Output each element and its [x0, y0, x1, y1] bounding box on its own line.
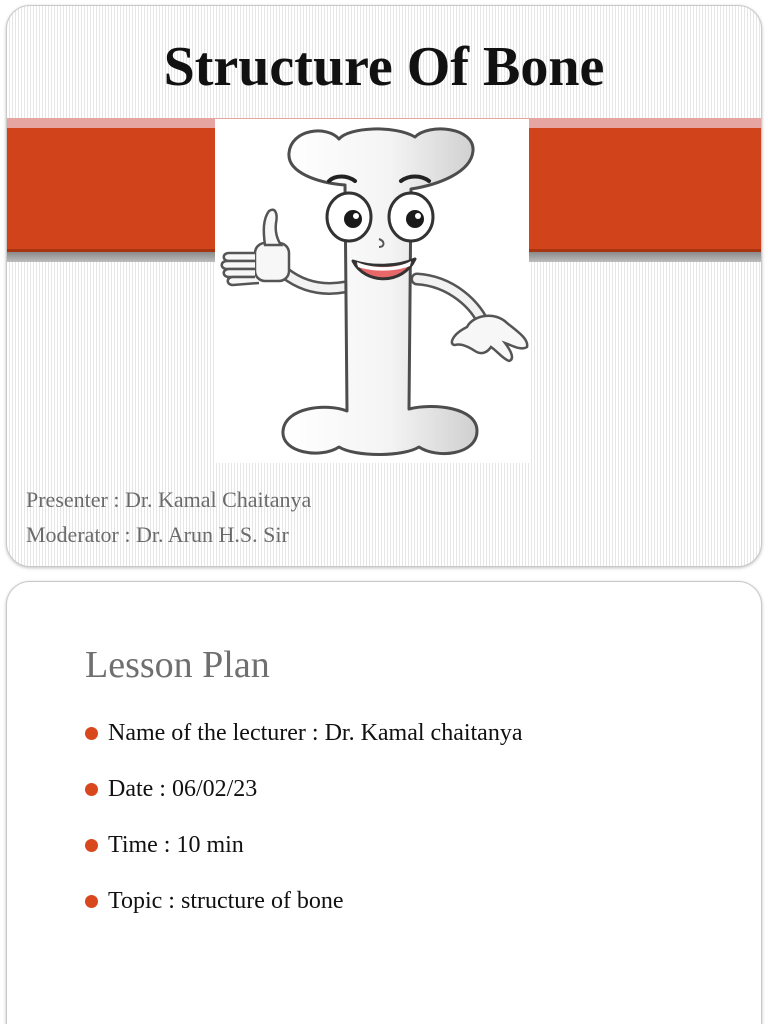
bone-mascot-image — [215, 119, 529, 463]
bullet-dot-icon — [85, 839, 98, 852]
title-slide — [6, 5, 762, 567]
presenter-line: Presenter : Dr. Kamal Chaitanya — [26, 487, 312, 512]
topic-text: Topic : structure of bone — [108, 888, 344, 914]
bullet-dot-icon — [85, 783, 98, 796]
lecturer-text: Name of the lecturer : Dr. Kamal chaitanya — [108, 720, 523, 746]
date-text: Date : 06/02/23 — [108, 776, 258, 802]
slide-title: Structure Of Bone — [163, 36, 605, 98]
lesson-plan-slide — [6, 581, 762, 1024]
credits — [26, 482, 311, 552]
bullet-dot-icon — [85, 727, 98, 740]
lesson-plan-title: Lesson Plan — [85, 644, 270, 686]
moderator-line: Moderator : Dr. Arun H.S. Sir — [26, 522, 289, 547]
time-text: Time : 10 min — [108, 832, 244, 858]
thumbs-up-hand — [222, 210, 289, 285]
bullet-dot-icon — [85, 895, 98, 908]
open-hand — [452, 316, 527, 361]
